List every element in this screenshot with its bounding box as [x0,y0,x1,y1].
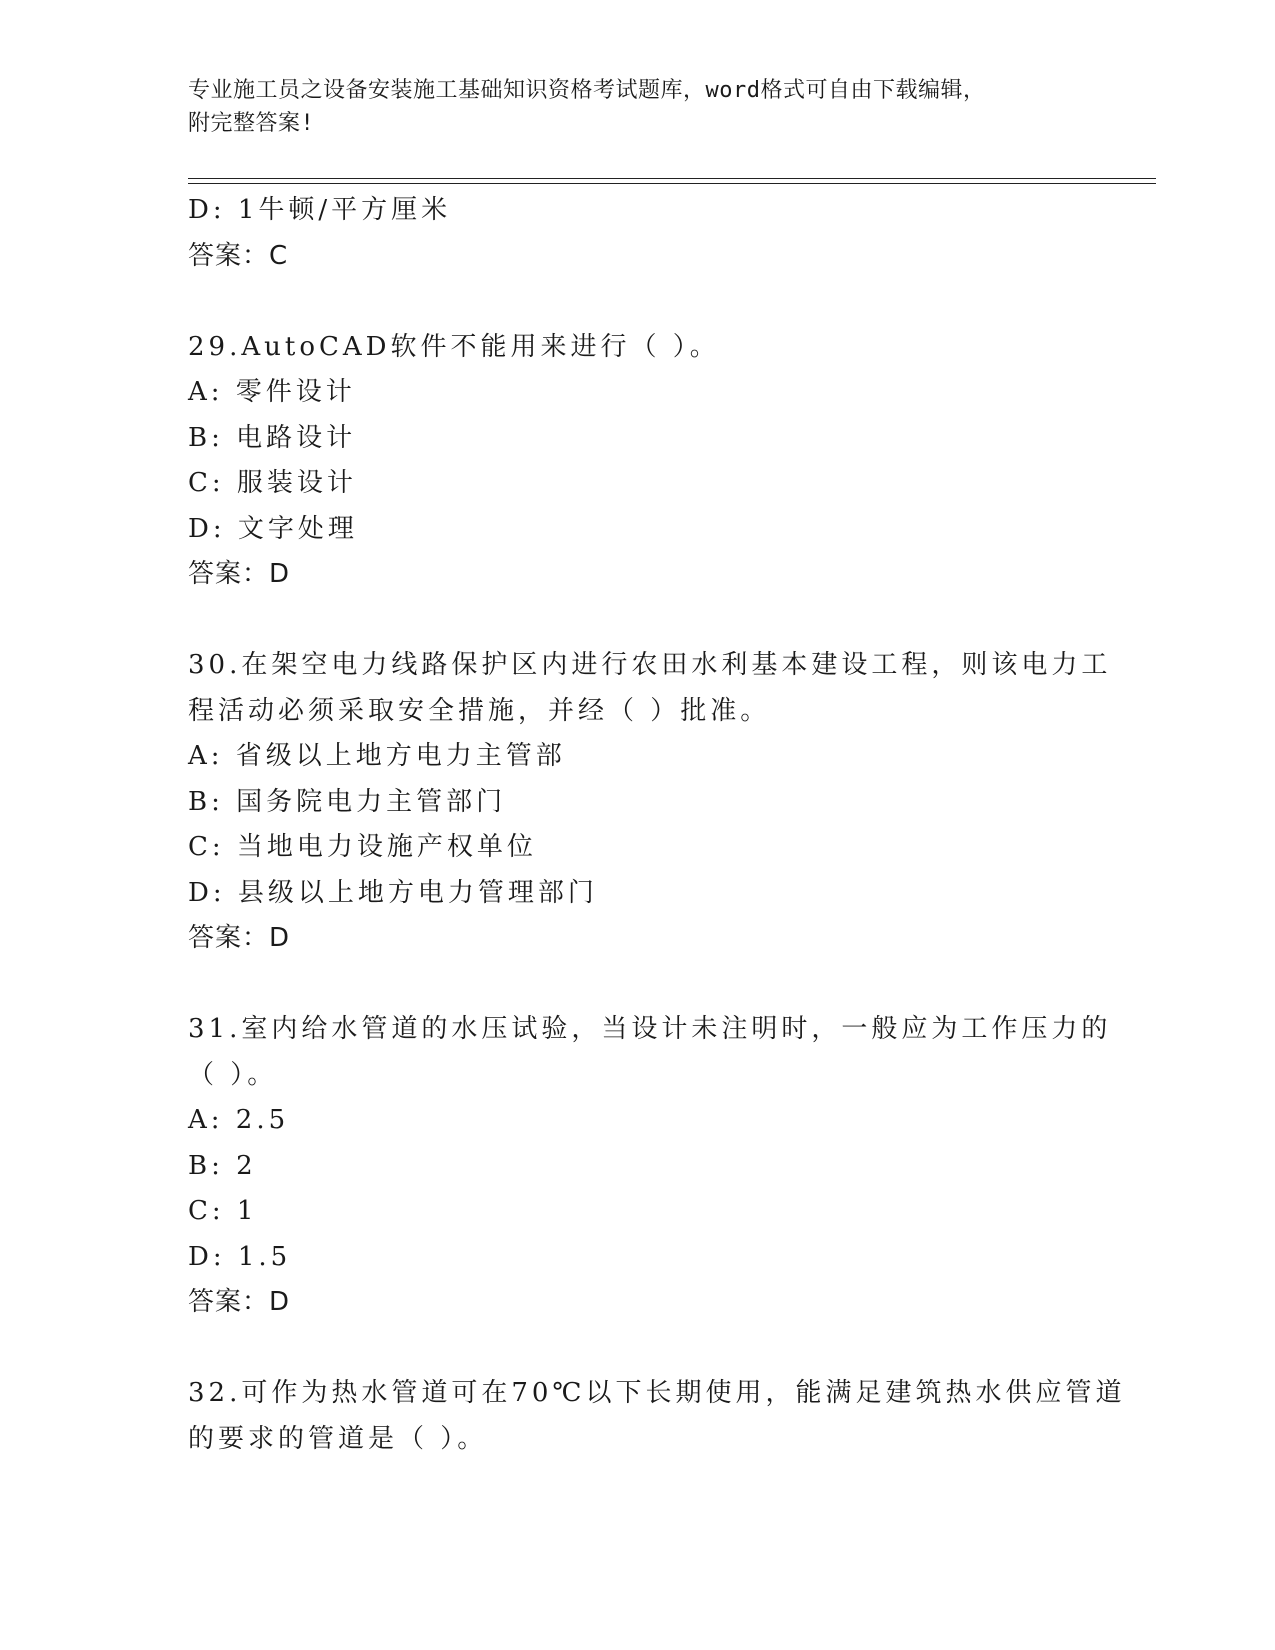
option-b: B: 电路设计 [188,422,357,453]
question-stem-line-1: 31.室内给水管道的水压试验，当设计未注明时，一般应为工作压力的 [188,1014,1112,1044]
option-d: D: 文字处理 [188,513,358,544]
question-31 [188,1007,1112,1326]
option-b: B: 国务院电力主管部门 [188,786,507,817]
question-29 [188,325,1088,598]
document-header [188,74,1088,140]
spacer [188,1326,1088,1372]
option-a: A: 省级以上地方电力主管部 [188,741,566,771]
question-stem-line-1: 32.可作为热水管道可在70℃以下长期使用，能满足建筑热水供应管道 [188,1378,1126,1408]
question-stem-line-2: （ ）。 [188,1059,278,1090]
answer-line: 答案：D [188,559,291,589]
header-divider [188,178,1156,179]
option-d: D: 1牛顿/平方厘米 [188,195,452,225]
spacer [188,598,1088,644]
spacer [188,962,1088,1008]
question-30 [188,643,1112,962]
answer-line: 答案：C [188,240,289,271]
answer-line: 答案：D [188,1287,291,1317]
question-stem-line-1: 30.在架空电力线路保护区内进行农田水利基本建设工程，则该电力工 [188,650,1112,680]
option-a: A: 零件设计 [188,377,356,407]
spacer [188,279,1088,325]
question-stem-line-2: 的要求的管道是（ ）。 [188,1423,488,1454]
option-d: D: 县级以上地方电力管理部门 [188,877,598,908]
question-28-tail [188,188,1088,279]
header-line-1: 专业施工员之设备安装施工基础知识资格考试题库，word格式可自由下载编辑， [188,78,986,103]
header-line-2: 附完整答案! [188,111,315,136]
option-c: C: 1 [188,1196,258,1226]
question-stem-line-2: 程活动必须采取安全措施，并经（ ）批准。 [188,695,771,726]
question-32 [188,1371,1126,1462]
option-b: B: 2 [188,1150,257,1181]
option-c: C: 服装设计 [188,468,357,498]
document-body [188,188,1126,1462]
option-d: D: 1.5 [188,1241,292,1272]
header-divider-2 [188,183,1156,184]
answer-line: 答案：D [188,923,291,953]
option-a: A: 2.5 [188,1105,290,1135]
question-stem: 29.AutoCAD软件不能用来进行（ ）。 [188,331,720,362]
option-c: C: 当地电力设施产权单位 [188,832,537,862]
